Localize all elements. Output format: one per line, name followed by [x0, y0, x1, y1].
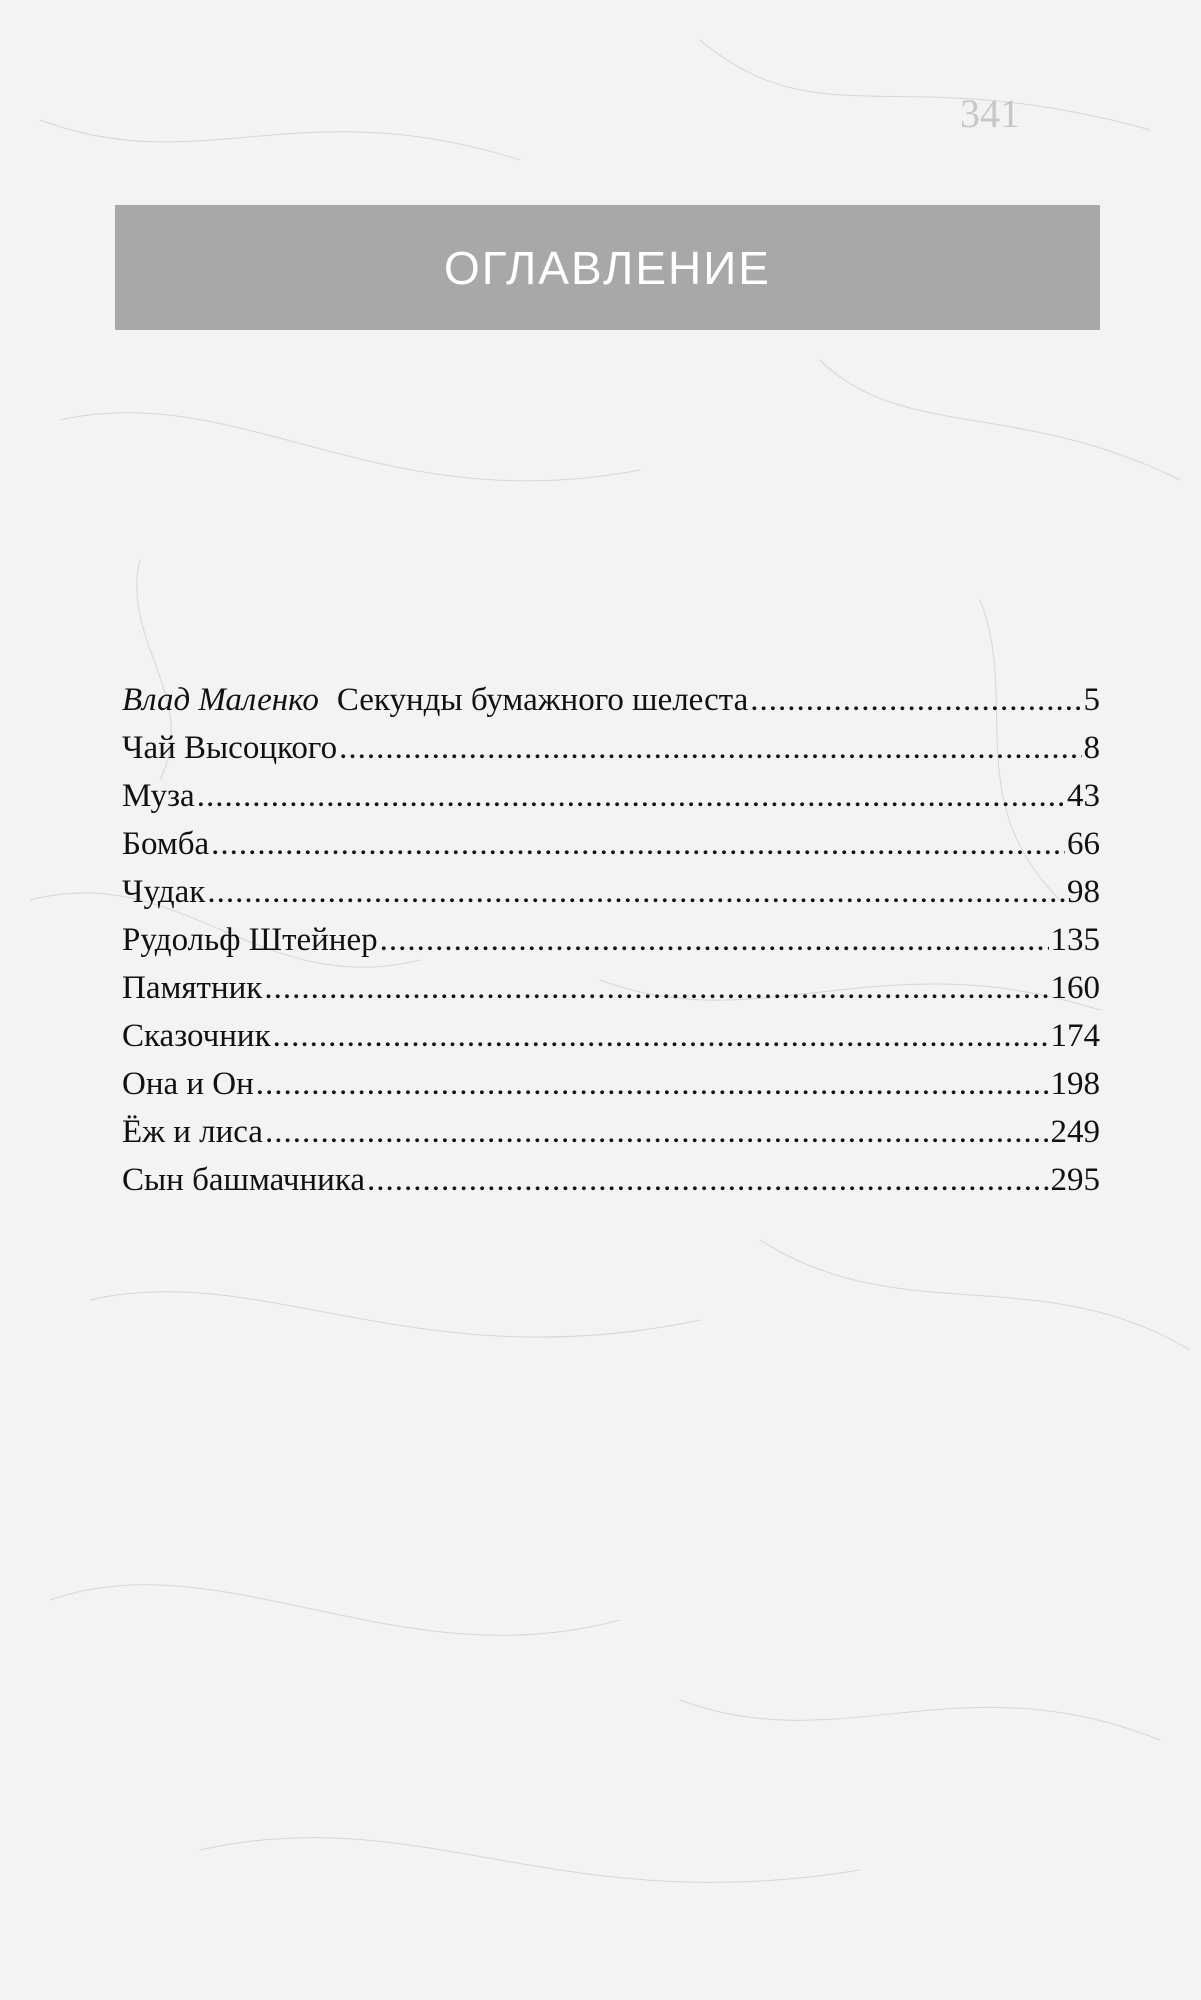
- dot-leader: [211, 820, 1065, 868]
- toc-entry[interactable]: [122, 868, 1100, 916]
- toc-entry-author: Влад Маленко: [122, 682, 319, 718]
- toc-entry[interactable]: [122, 916, 1100, 964]
- toc-entry[interactable]: [122, 1156, 1100, 1204]
- table-of-contents: [122, 676, 1100, 1204]
- toc-entry-title: Муза: [122, 778, 195, 814]
- toc-entry[interactable]: [122, 676, 1100, 724]
- toc-entry[interactable]: [122, 1108, 1100, 1156]
- toc-entry-title: Чай Высоцкого: [122, 730, 338, 766]
- toc-entry-page: 174: [1050, 1018, 1100, 1054]
- toc-entry[interactable]: [122, 724, 1100, 772]
- dot-leader: [380, 916, 1049, 964]
- toc-entry-title: Ёж и лиса: [122, 1114, 263, 1150]
- header-band: [115, 205, 1100, 330]
- toc-entry-page: 249: [1050, 1114, 1100, 1150]
- dot-leader: [273, 1012, 1049, 1060]
- toc-entry-page: 135: [1050, 922, 1100, 958]
- toc-entry-page: 295: [1050, 1162, 1100, 1198]
- toc-entry-title: Бомба: [122, 826, 210, 862]
- toc-entry[interactable]: [122, 1012, 1100, 1060]
- toc-entry-page: 160: [1050, 970, 1100, 1006]
- page-title: ОГЛАВЛЕНИЕ: [444, 241, 771, 294]
- toc-entry-title: Чудак: [122, 874, 206, 910]
- toc-entry-title: Секунды бумажного шелеста: [336, 682, 749, 718]
- dot-leader: [264, 964, 1048, 1012]
- toc-entry-title: Сын башмачника: [122, 1162, 366, 1198]
- toc-entry-page: 43: [1067, 778, 1100, 814]
- toc-entry[interactable]: [122, 964, 1100, 1012]
- toc-entry-page: 98: [1067, 874, 1100, 910]
- toc-entry-title: Сказочник: [122, 1018, 271, 1054]
- toc-entry-page: 5: [1083, 682, 1100, 718]
- toc-entry[interactable]: [122, 820, 1100, 868]
- toc-entry-title: Рудольф Штейнер: [122, 922, 378, 958]
- dot-leader: [256, 1060, 1049, 1108]
- dot-leader: [339, 724, 1081, 772]
- toc-entry-title: Памятник: [122, 970, 263, 1006]
- toc-entry-title: Она и Он: [122, 1066, 254, 1102]
- dot-leader: [197, 772, 1065, 820]
- toc-entry[interactable]: [122, 1060, 1100, 1108]
- toc-entry[interactable]: [122, 772, 1100, 820]
- dot-leader: [265, 1108, 1049, 1156]
- toc-entry-page: 198: [1050, 1066, 1100, 1102]
- dot-leader: [750, 676, 1081, 724]
- dot-leader: [367, 1156, 1048, 1204]
- toc-entry-page: 66: [1067, 826, 1100, 862]
- dot-leader: [207, 868, 1065, 916]
- toc-entry-page: 8: [1083, 730, 1100, 766]
- bleed-through-page-number: 341: [960, 92, 1020, 136]
